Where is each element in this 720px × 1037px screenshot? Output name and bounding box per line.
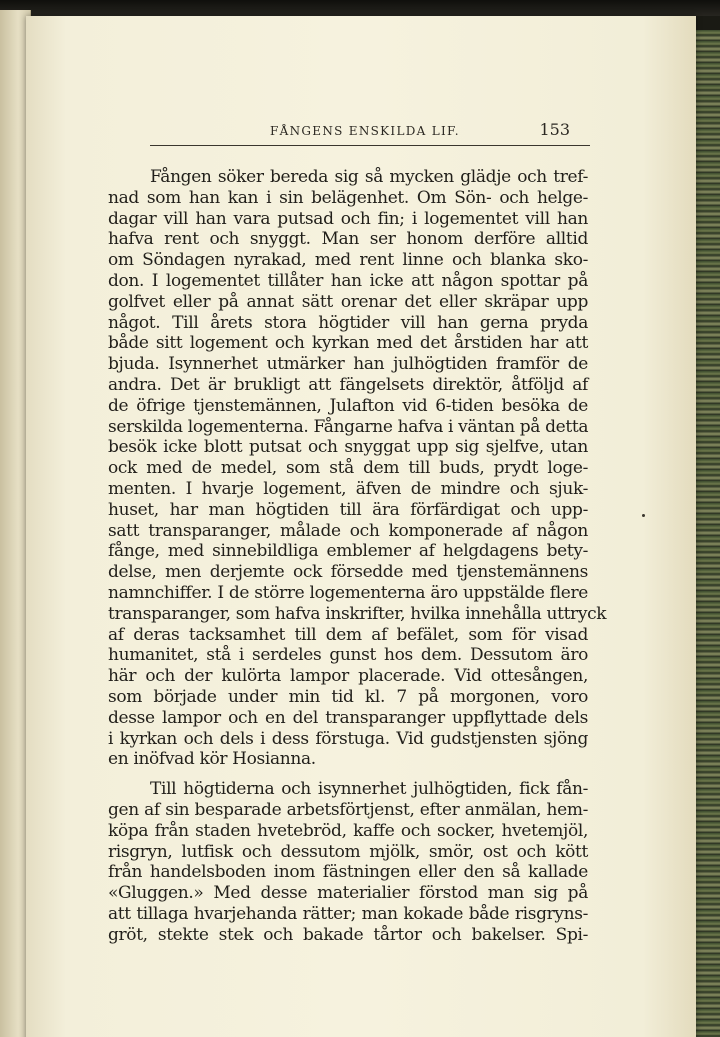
text-line: serskilda logementerna. Fångarne hafva i väntan på detta xyxy=(108,416,589,437)
page-number: 153 xyxy=(539,120,570,139)
text-line: ock med de medel, som stå dem till buds, prydt loge- xyxy=(108,458,588,479)
text-line: don. I logementet tillåter han icke att någon spottar på xyxy=(108,270,588,291)
paragraph-gap xyxy=(108,770,588,779)
text-line: andra. Det är brukligt att fängelsets direktör, åtföljd af xyxy=(108,374,588,395)
text-line: att tillaga hvarjehanda rätter; man kokade både risgryns- xyxy=(108,903,588,924)
text-line: fånge, med sinnebildliga emblemer af helgdagens bety- xyxy=(108,541,588,562)
text-line: golfvet eller på annat sätt orenar det eller skräpar upp xyxy=(108,291,588,312)
text-line: satt transparanger, målade och komponerade af någon xyxy=(108,520,588,541)
text-line: hafva rent och snyggt. Man ser honom derföre alltid xyxy=(108,229,588,250)
text-line: en inöfvad kör Hosianna. xyxy=(108,749,316,770)
text-line: desse lampor och en del transparanger uppflyttade dels xyxy=(108,707,588,728)
text-line: huset, har man högtiden till ära förfärdigat och upp- xyxy=(108,499,588,520)
text-line: dagar vill han vara putsad och fin; i logementet vill han xyxy=(108,208,588,229)
paragraph-1 xyxy=(108,167,607,770)
page-header xyxy=(108,120,588,142)
text-line: som började under min tid kl. 7 på morgonen, voro xyxy=(108,686,588,707)
header-rule xyxy=(150,145,590,146)
text-line: delse, men derjemte ock försedde med tjenstemännens xyxy=(108,562,588,583)
text-line: besök icke blott putsat och snyggat upp sig sjelfve, utan xyxy=(108,437,588,458)
text-line: menten. I hvarje logement, äfven de mindre och sjuk- xyxy=(108,478,588,499)
text-line: i kyrkan och dels i dess förstuga. Vid gudstjensten sjöng xyxy=(108,728,588,749)
text-line: de öfrige tjenstemännen, Julafton vid 6-tiden besöka de xyxy=(108,395,588,416)
text-line: transparanger, som hafva inskrifter, hvilka innehålla uttryck xyxy=(108,603,607,624)
body-text xyxy=(108,167,607,945)
text-line: om Söndagen nyrakad, med rent linne och blanka sko- xyxy=(108,250,588,271)
text-line: nad som han kan i sin belägenhet. Om Sön- och helge- xyxy=(108,187,588,208)
text-line: risgryn, lutfisk och dessutom mjölk, smör, ost och kött xyxy=(108,841,588,862)
text-line: här och der kulörta lampor placerade. Vid ottesången, xyxy=(108,666,588,687)
page-fore-edge xyxy=(694,30,720,1037)
text-line: något. Till årets stora högtider vill han gerna pryda xyxy=(108,312,588,333)
paragraph-2 xyxy=(108,779,588,945)
text-line: från handelsboden inom fästningen eller den så kallade xyxy=(108,862,588,883)
text-line: humanitet, stå i serdeles gunst hos dem. Dessutom äro xyxy=(108,645,588,666)
text-line: namnchiffer. I de större logementerna äro uppstälde flere xyxy=(108,582,588,603)
text-line: gen af sin besparade arbetsförtjenst, efter anmälan, hem- xyxy=(108,799,588,820)
text-line: af deras tacksamhet till dem af befälet, som för visad xyxy=(108,624,588,645)
text-line: köpa från staden hvetebröd, kaffe och socker, hvetemjöl, xyxy=(108,820,588,841)
text-line: «Gluggen.» Med desse materialier förstod man sig på xyxy=(108,883,588,904)
text-line: Till högtiderna och isynnerhet julhögtiden, fick fån- xyxy=(150,779,588,800)
text-line: gröt, stekte stek och bakade tårtor och bakelser. Spi- xyxy=(108,924,588,945)
running-title: FÅNGENS ENSKILDA LIF. xyxy=(270,124,460,138)
text-line: bjuda. Isynnerhet utmärker han julhögtiden framför de xyxy=(108,354,588,375)
paper-speck xyxy=(642,514,645,517)
text-line: både sitt logement och kyrkan med det årstiden har att xyxy=(108,333,588,354)
text-line: Fången söker bereda sig så mycken glädje och tref- xyxy=(150,167,588,187)
